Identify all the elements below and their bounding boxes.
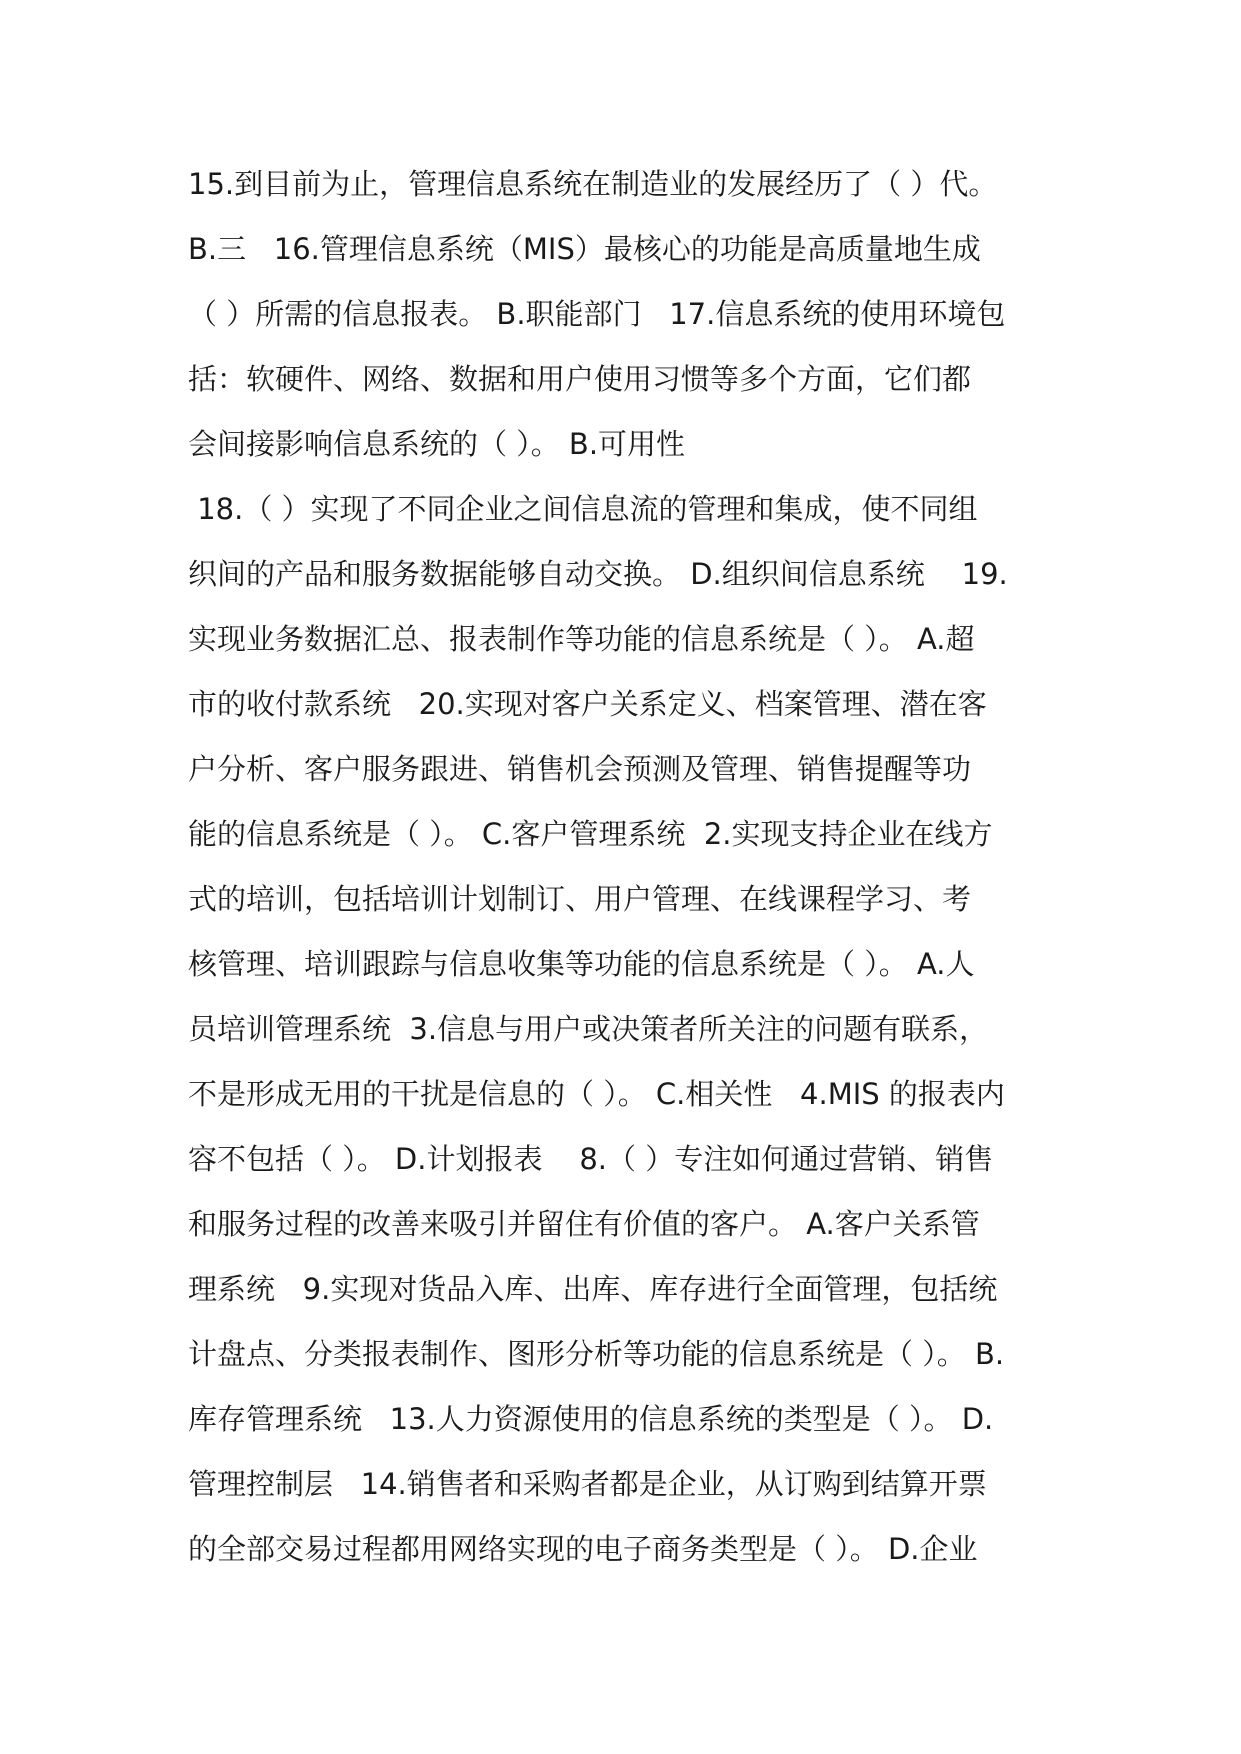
text-line: 管理控制层 14.销售者和采购者都是企业，从订购到结算开票 <box>188 1467 987 1501</box>
document-body <box>188 152 1068 1582</box>
text-line: 计盘点、分类报表制作、图形分析等功能的信息系统是（ ）。 B. <box>188 1337 1005 1371</box>
text-line: 和服务过程的改善来吸引并留住有价值的客户。 A.客户关系管 <box>188 1207 980 1241</box>
text-line: 式的培训，包括培训计划制订、用户管理、在线课程学习、考 <box>188 882 972 916</box>
text-line: 员培训管理系统 3.信息与用户或决策者所关注的问题有联系， <box>188 1012 989 1046</box>
text-line: 能的信息系统是（ ）。 C.客户管理系统 2.实现支持企业在线方 <box>188 817 993 851</box>
text-line: 括：软硬件、网络、数据和用户使用习惯等多个方面，它们都 <box>188 362 972 396</box>
text-line: 15.到目前为止，管理信息系统在制造业的发展经历了（ ）代。 <box>188 167 998 201</box>
text-line: 织间的产品和服务数据能够自动交换。 D.组织间信息系统 19. <box>188 557 1008 591</box>
text-line: 不是形成无用的干扰是信息的（ ）。 C.相关性 4.MIS 的报表内 <box>188 1077 1005 1111</box>
text-line: 理系统 9.实现对货品入库、出库、库存进行全面管理，包括统 <box>188 1272 998 1306</box>
text-line: B.三 16.管理信息系统（MIS）最核心的功能是高质量地生成 <box>188 232 981 266</box>
text-line: 会间接影响信息系统的（ ）。 B.可用性 <box>188 427 686 461</box>
text-line: 核管理、培训跟踪与信息收集等功能的信息系统是（ ）。 A.人 <box>188 947 975 981</box>
text-line: 实现业务数据汇总、报表制作等功能的信息系统是（ ）。 A.超 <box>188 622 975 656</box>
text-line: 的全部交易过程都用网络实现的电子商务类型是（ ）。 D.企业 <box>188 1532 978 1566</box>
text-line: 库存管理系统 13.人力资源使用的信息系统的类型是（ ）。 D. <box>188 1402 994 1436</box>
text-line: （ ）所需的信息报表。 B.职能部门 17.信息系统的使用环境包 <box>188 297 1006 331</box>
text-line: 18.（ ）实现了不同企业之间信息流的管理和集成，使不同组 <box>188 492 978 526</box>
text-line: 市的收付款系统 20.实现对客户关系定义、档案管理、潜在客 <box>188 687 987 721</box>
text-line: 容不包括（ ）。 D.计划报表 8.（ ）专注如何通过营销、销售 <box>188 1142 994 1176</box>
text-line: 户分析、客户服务跟进、销售机会预测及管理、销售提醒等功 <box>188 752 972 786</box>
